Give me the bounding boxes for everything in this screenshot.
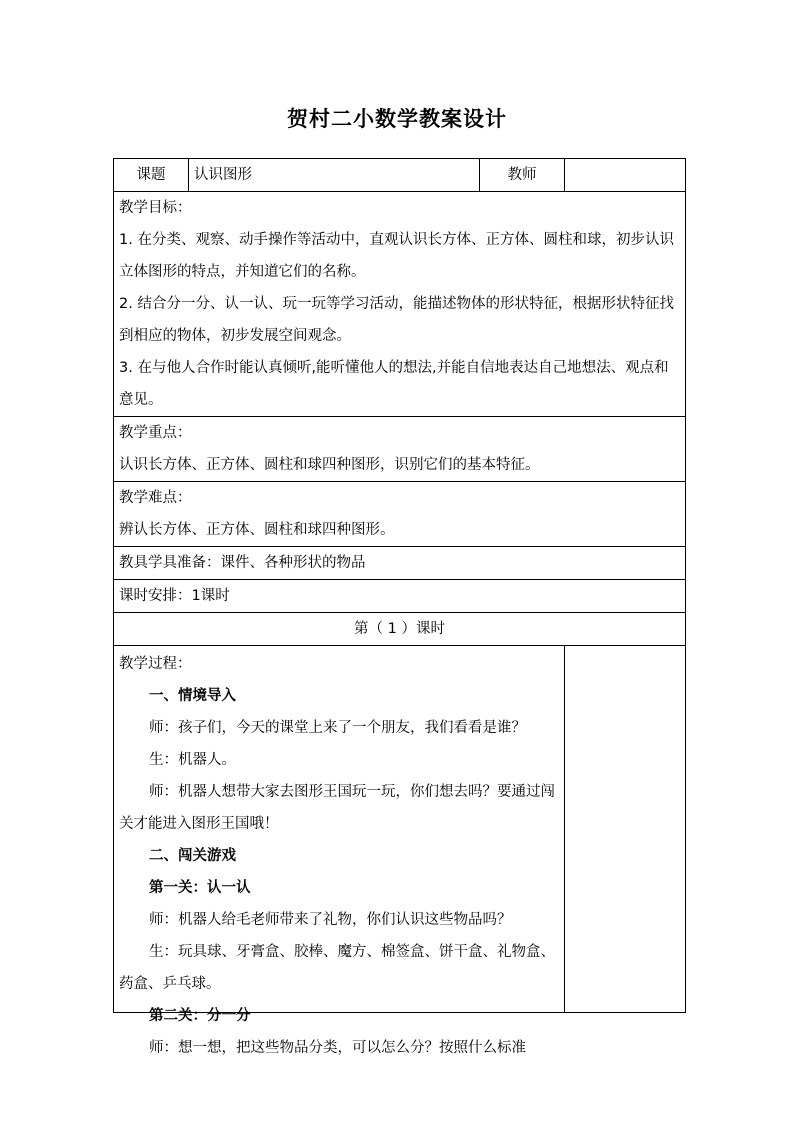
difficulties-text: 辨认长方体、正方体、圆柱和球四种图形。 xyxy=(119,522,395,538)
schedule-row xyxy=(114,580,686,613)
process-row xyxy=(114,646,686,1013)
topic-value: 认识图形 xyxy=(189,159,480,192)
objective-item: 2. 结合分一分、认一认、玩一玩等学习活动，能描述物体的形状特征，根据形状特征找到相应的物体，初步发展空间观念。 xyxy=(119,296,674,344)
materials-text: 教具学具准备：课件、各种形状的物品 xyxy=(114,547,686,580)
difficulties-cell xyxy=(114,482,686,547)
materials-row xyxy=(114,547,686,580)
topic-label: 课题 xyxy=(114,159,189,192)
difficulties-row xyxy=(114,482,686,547)
objectives-cell xyxy=(114,192,686,417)
teacher-value xyxy=(565,159,686,192)
session-row xyxy=(114,613,686,646)
process-line: 一、情境导入 xyxy=(149,688,236,704)
lesson-plan-table xyxy=(113,158,686,1056)
teacher-label: 教师 xyxy=(480,159,565,192)
difficulties-heading: 教学难点： xyxy=(119,490,192,506)
process-line: 生：机器人。 xyxy=(149,752,236,768)
process-content xyxy=(119,648,559,1056)
key-points-heading: 教学重点： xyxy=(119,425,192,441)
objective-item: 1. 在分类、观察、动手操作等活动中，直观认识长方体、正方体、圆柱和球，初步认识立体图形的特点，并知道它们的名称。 xyxy=(119,232,674,280)
key-points-cell xyxy=(114,417,686,482)
schedule-text: 课时安排：1课时 xyxy=(114,580,686,613)
process-line: 第一关：认一认 xyxy=(149,880,251,896)
document-title: 贺村二小数学教案设计 xyxy=(287,107,507,131)
process-line: 师：机器人想带大家去图形王国玩一玩，你们想去吗？要通过闯关才能进入图形王国哦！ xyxy=(119,784,555,832)
key-points-row xyxy=(114,417,686,482)
process-line: 师：孩子们，今天的课堂上来了一个朋友，我们看看是谁？ xyxy=(149,720,526,736)
session-text: 第（ 1 ）课时 xyxy=(114,613,686,646)
process-line: 师：机器人给毛老师带来了礼物，你们认识这些物品吗？ xyxy=(149,912,512,928)
process-heading: 教学过程： xyxy=(119,656,192,672)
objectives-heading: 教学目标： xyxy=(119,200,192,216)
objectives-row xyxy=(114,192,686,417)
process-line: 师：想一想，把这些物品分类，可以怎么分？按照什么标准 xyxy=(149,1040,526,1056)
process-notes-cell xyxy=(565,646,686,1013)
process-cell xyxy=(114,646,565,1056)
process-line: 生：玩具球、牙膏盒、胶棒、魔方、棉签盒、饼干盒、礼物盒、药盒、乒乓球。 xyxy=(119,944,555,992)
objective-item: 3. 在与他人合作时能认真倾听,能听懂他人的想法,并能自信地表达自己地想法、观点和意见。 xyxy=(119,360,669,408)
process-line: 第二关：分一分 xyxy=(149,1008,251,1024)
key-points-text: 认识长方体、正方体、圆柱和球四种图形，识别它们的基本特征。 xyxy=(119,457,540,473)
header-row xyxy=(114,159,686,192)
process-line: 二、闯关游戏 xyxy=(149,848,236,864)
